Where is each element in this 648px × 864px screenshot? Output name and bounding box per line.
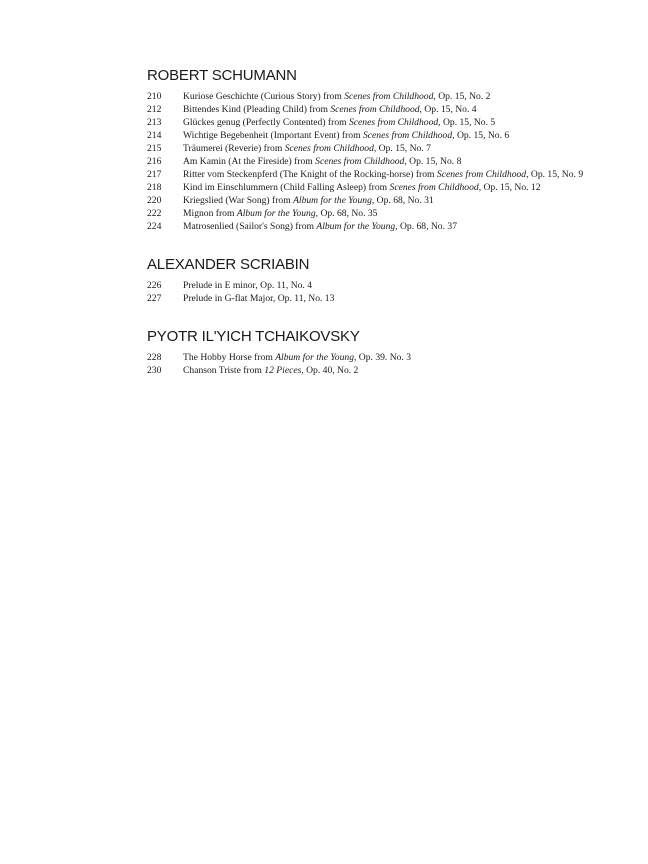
contents-entry [147,207,617,220]
page-number: 220 [147,195,162,206]
page-number: 230 [147,365,162,376]
composer-heading: PYOTR IL'YICH TCHAIKOVSKY [147,328,360,345]
composer-heading: ALEXANDER SCRIABIN [147,256,310,273]
composer-heading: ROBERT SCHUMANN [147,67,297,84]
contents-entry [147,116,617,129]
page-number: 218 [147,182,162,193]
page-number: 215 [147,143,162,154]
contents-entry [147,155,617,168]
page-number: 222 [147,208,162,219]
piece-title: Kind im Einschlummern (Child Falling Asleep) from Scenes from Childhood, Op. 15, No. 12 [183,182,541,193]
contents-entry [147,194,617,207]
piece-title: Mignon from Album for the Young, Op. 68, No. 35 [183,208,378,219]
piece-title: Chanson Triste from 12 Pieces, Op. 40, No. 2 [183,365,359,376]
contents-entry [147,90,617,103]
piece-title: Bittendes Kind (Pleading Child) from Scenes from Childhood, Op. 15, No. 4 [183,104,477,115]
contents-entry [147,168,617,181]
composer-section-schumann [147,66,617,233]
piece-title: Matrosenlied (Sailor's Song) from Album for the Young, Op. 68, No. 37 [183,221,457,232]
contents-entry [147,364,617,377]
page-number: 212 [147,104,162,115]
page-number: 213 [147,117,162,128]
contents-page [147,66,617,399]
piece-title: Glückes genug (Perfectly Contented) from Scenes from Childhood, Op. 15, No. 5 [183,117,496,128]
contents-entry [147,103,617,116]
page-number: 214 [147,130,162,141]
piece-title: Ritter vom Steckenpferd (The Knight of the Rocking-horse) from Scenes from Childhood, Op. 15, No. 9 [183,169,584,180]
page-number: 228 [147,352,162,363]
contents-entry [147,351,617,364]
piece-title: Kriegslied (War Song) from Album for the Young, Op. 68, No. 31 [183,195,434,206]
contents-entry [147,220,617,233]
page-number: 224 [147,221,162,232]
piece-title: Prelude in E minor, Op. 11, No. 4 [183,280,313,291]
contents-entry [147,292,617,305]
composer-section-tchaikovsky [147,327,617,377]
composer-section-scriabin [147,255,617,305]
page-number: 216 [147,156,162,167]
piece-title: Prelude in G-flat Major, Op. 11, No. 13 [183,293,335,304]
page-number: 226 [147,280,162,291]
page-number: 210 [147,91,162,102]
piece-title: Träumerei (Reverie) from Scenes from Childhood, Op. 15, No. 7 [183,143,431,154]
piece-title: Kuriose Geschichte (Curious Story) from Scenes from Childhood, Op. 15, No. 2 [183,91,491,102]
piece-title: Wichtige Begebenheit (Important Event) from Scenes from Childhood, Op. 15, No. 6 [183,130,510,141]
contents-entry [147,181,617,194]
page-number: 217 [147,169,162,180]
contents-entry [147,129,617,142]
piece-title: Am Kamin (At the Fireside) from Scenes from Childhood, Op. 15, No. 8 [183,156,462,167]
contents-entry [147,142,617,155]
piece-title: The Hobby Horse from Album for the Young, Op. 39. No. 3 [183,352,412,363]
page-number: 227 [147,293,162,304]
contents-entry [147,279,617,292]
